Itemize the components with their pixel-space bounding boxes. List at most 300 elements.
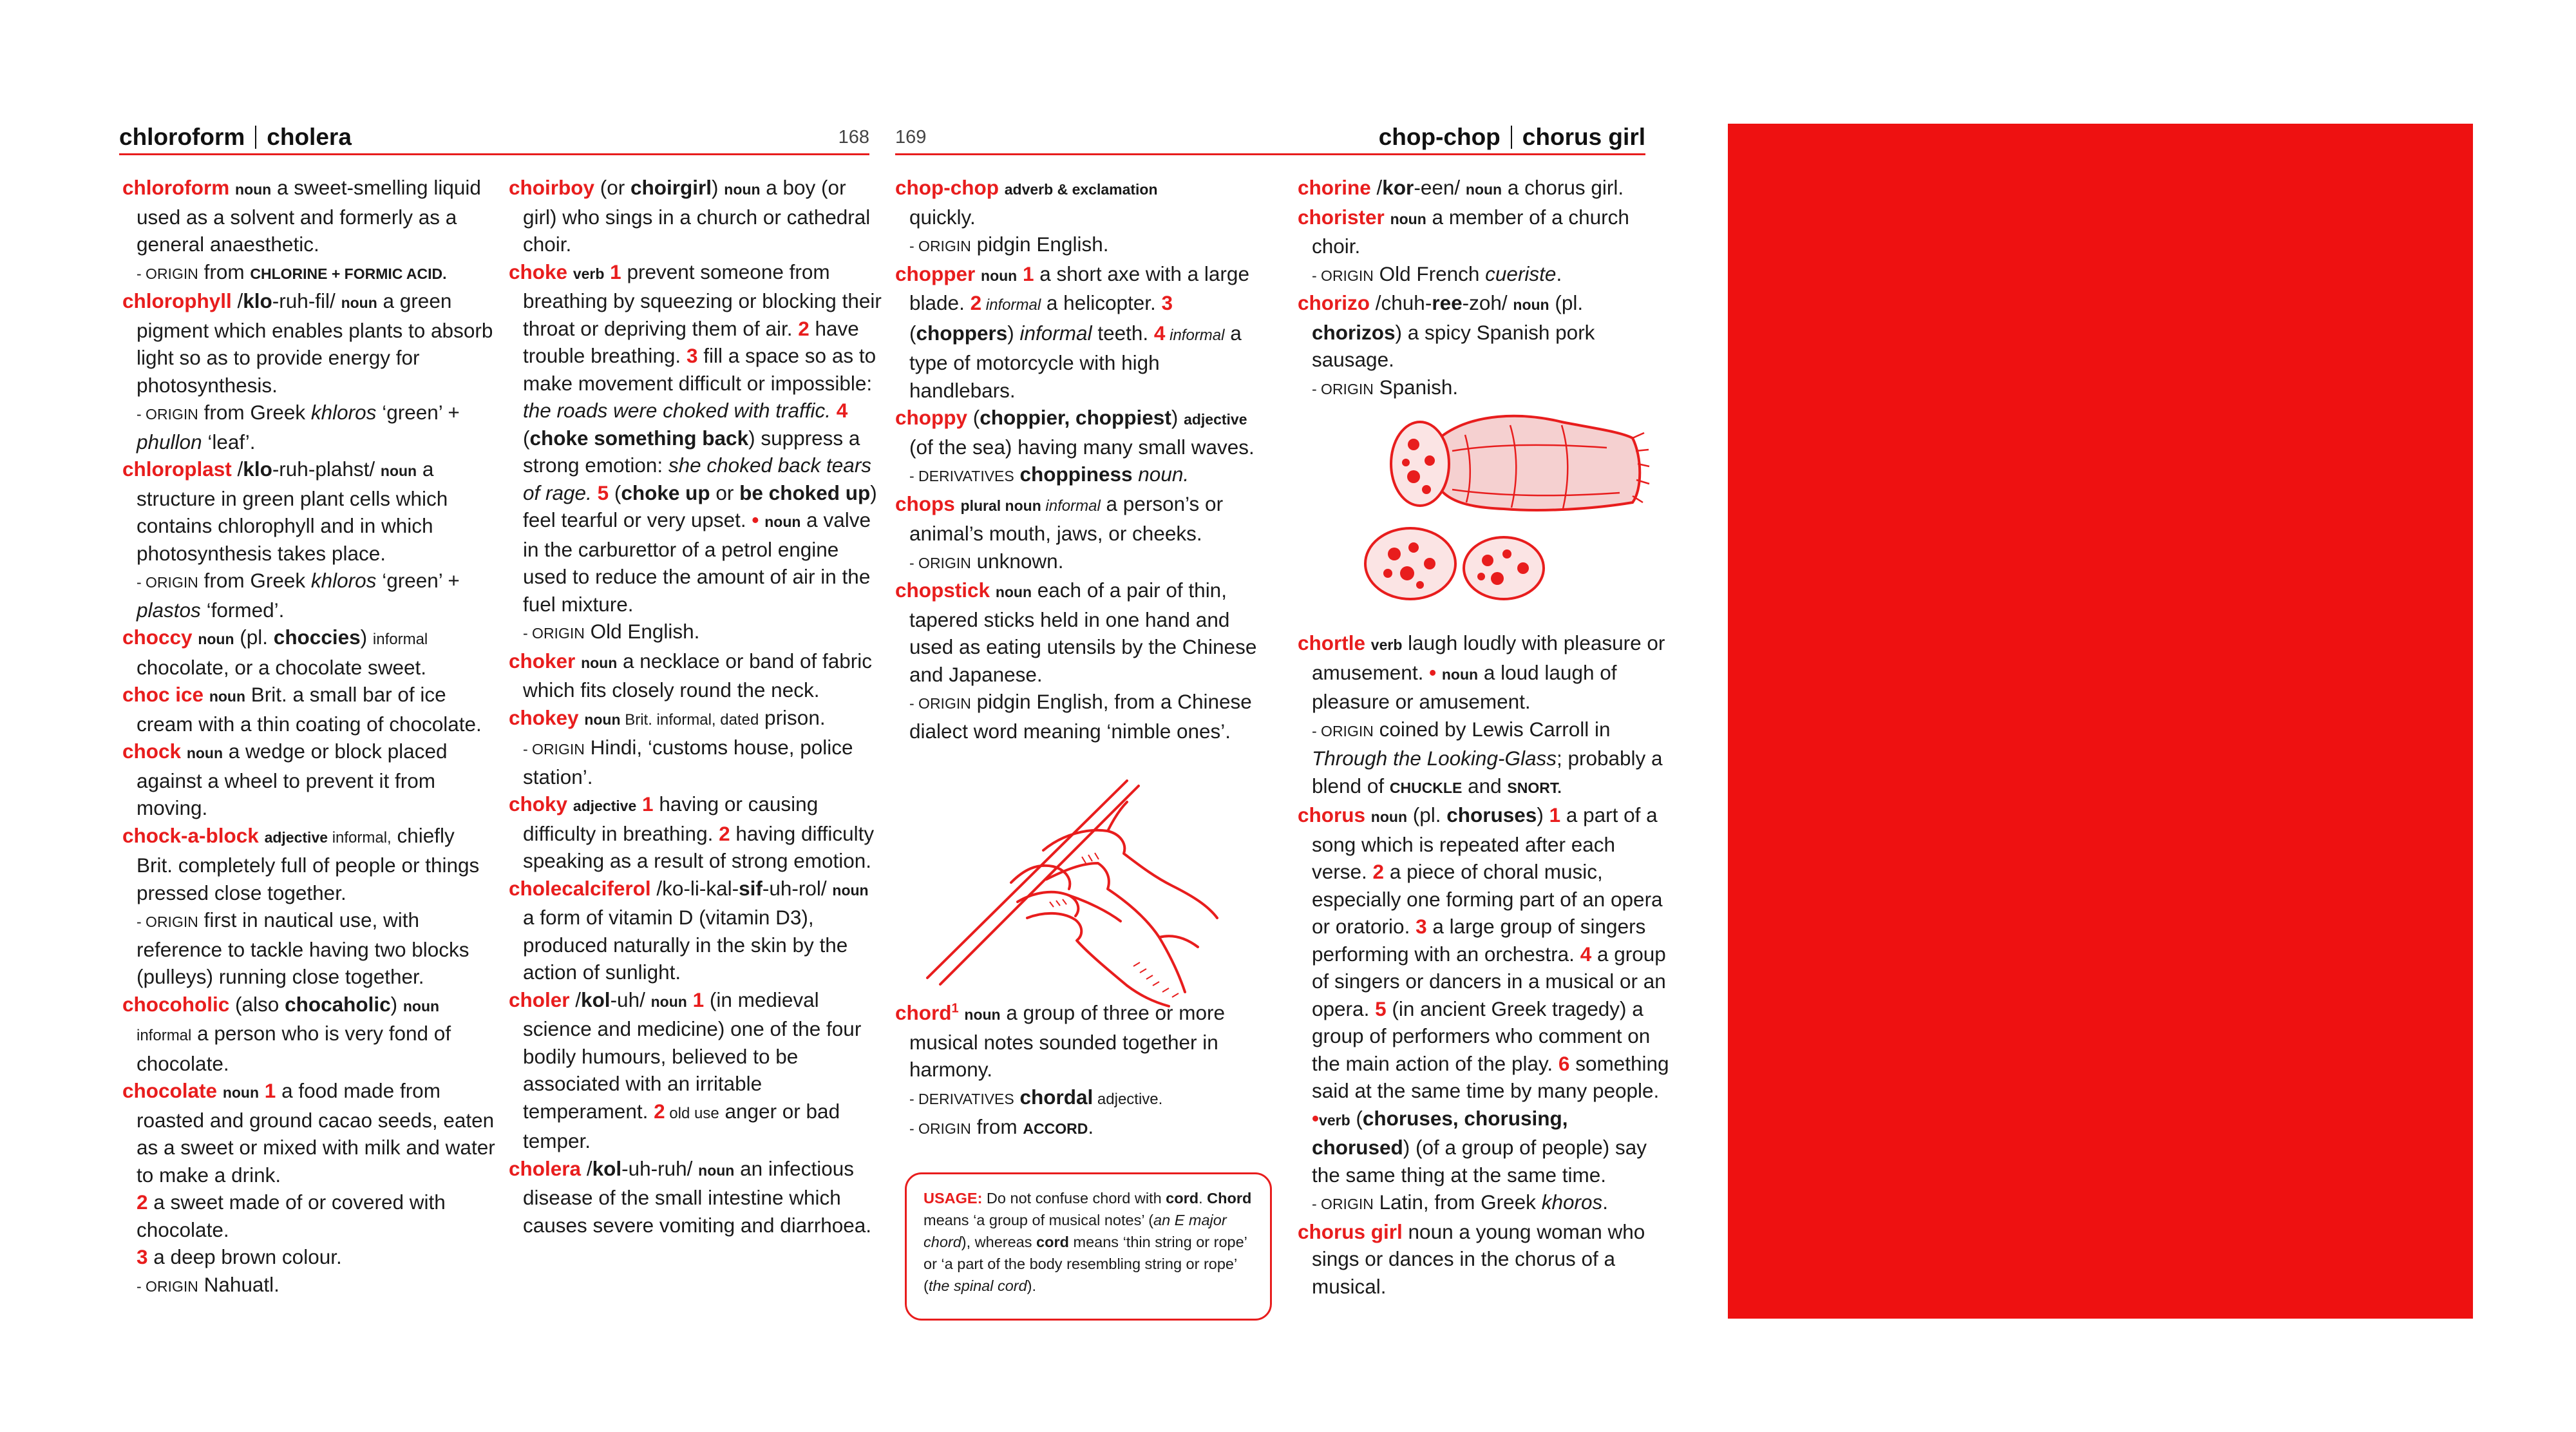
definition: a form of vitamin D (vitamin D3), produced naturally in the skin by the action of sunlight. — [523, 906, 848, 984]
part-of-speech: noun — [1513, 296, 1549, 313]
origin-cross-reference: SNORT. — [1507, 779, 1562, 796]
derivatives-label: - DERIVATIVES — [909, 1090, 1014, 1107]
origin-label: - ORIGIN — [137, 913, 198, 930]
plural-form: choccies — [273, 625, 361, 649]
entry-choky — [509, 790, 882, 875]
pronunciation: /ko-li-kal- — [650, 876, 739, 900]
origin-text: Hindi, ‘customs house, police station’. — [523, 736, 853, 788]
origin-etymon: khoros — [1541, 1190, 1603, 1214]
headword: chorus girl — [1298, 1219, 1403, 1243]
origin-label: - ORIGIN — [523, 741, 585, 758]
entry-text: (also — [229, 992, 285, 1016]
usage-text: ), whereas — [961, 1234, 1037, 1250]
origin-label: - ORIGIN — [1312, 722, 1374, 740]
entry-cholera — [509, 1155, 882, 1239]
sense-number: 2 — [970, 291, 982, 314]
chopsticks-in-hand-icon — [914, 773, 1224, 1011]
usage-label: informal — [1041, 497, 1101, 515]
sense-definition: laugh loudly with pleasure or amusement. — [1312, 631, 1665, 684]
sense-definition: a food made from roasted and ground cacao seeds, eaten as a sweet or mixed with milk and water to make a drink. — [137, 1079, 495, 1187]
sense-definition: ) suppress a strong emotion: — [523, 426, 860, 477]
entry-choppy — [895, 404, 1269, 490]
definition: a member of a church choir. — [1312, 205, 1629, 258]
pronunciation-stress: klo — [243, 457, 272, 481]
usage-label: informal — [137, 1027, 192, 1044]
origin-text: from — [971, 1115, 1023, 1138]
usage-text: ). — [1027, 1277, 1037, 1294]
origin-label: - ORIGIN — [1312, 267, 1374, 284]
entry-cholecalciferol — [509, 875, 882, 986]
sense-number: 1 — [264, 1079, 276, 1102]
part-of-speech: noun — [222, 1084, 260, 1101]
usage-label: USAGE: — [923, 1190, 983, 1207]
usage-example: an E major chord — [923, 1212, 1227, 1250]
running-head-separator — [255, 126, 256, 149]
usage-label: informal — [1165, 326, 1225, 344]
pronunciation-stress: ree — [1432, 291, 1463, 314]
sense-bullet: • — [746, 508, 765, 531]
sense-bullet: • — [1312, 1106, 1320, 1130]
entry-text: (or — [594, 176, 631, 199]
definition: a necklace or band of fabric which fits closely round the neck. — [523, 649, 873, 702]
sense-definition: ) feel tearful or very upset. — [523, 481, 877, 531]
phrase: choke something back — [529, 426, 749, 450]
headword: chloroform — [122, 176, 230, 199]
origin-text: ‘green’ + — [376, 401, 460, 424]
sense-number: 6 — [1558, 1051, 1570, 1075]
sense-definition: ) (of a group of people) say the same thing at the same time. — [1312, 1136, 1647, 1187]
origin-label: - ORIGIN — [909, 554, 971, 571]
headword: chloroplast — [122, 457, 232, 481]
origin-text: from Greek — [198, 569, 311, 592]
sense-definition: fill a space so as to make movement difficult or impossible: — [523, 344, 876, 395]
definition: each of a pair of thin, tapered sticks held in one hand and used as eating utensils by the Chinese and Japanese. — [909, 578, 1257, 686]
headword: chock — [122, 740, 182, 763]
sense-text: ) — [1007, 321, 1020, 345]
usage-label: informal — [981, 296, 1041, 314]
pronunciation: / — [581, 1156, 592, 1180]
origin-label: - ORIGIN — [137, 1277, 198, 1295]
part-of-speech: noun — [235, 181, 272, 198]
definition: a boy (or girl) who sings in a church or cathedral choir. — [523, 176, 871, 256]
origin-label: - ORIGIN — [909, 238, 971, 254]
usage-term: cord — [1166, 1190, 1199, 1207]
definition: an infectious disease of the small intestine which causes severe vomiting and diarrhoea. — [523, 1156, 872, 1237]
origin-etymon: phullon — [137, 430, 202, 453]
sense-number: 2 — [798, 316, 810, 340]
entry-chorus-girl — [1298, 1218, 1671, 1301]
derivative-pos: noun. — [1132, 463, 1189, 486]
definition: a spicy Spanish pork sausage. — [1312, 320, 1595, 371]
origin-cross-reference: CHUCKLE — [1389, 779, 1463, 796]
origin-text: . — [1602, 1190, 1609, 1214]
headword: choke — [509, 260, 568, 283]
origin-cross-reference: CHLORINE + FORMIC ACID. — [250, 265, 447, 282]
sense-definition: a group of singers or dancers in a musical or an opera. — [1312, 942, 1666, 1020]
part-of-speech: noun — [764, 513, 801, 530]
sense-number: 3 — [686, 344, 698, 367]
part-of-speech: adverb & exclamation — [1004, 181, 1158, 198]
origin-label: - ORIGIN — [909, 1120, 971, 1137]
pronunciation-stress: klo — [243, 289, 272, 312]
derivatives-label: - DERIVATIVES — [909, 468, 1014, 484]
entry-chorister — [1298, 204, 1671, 290]
running-head-separator — [1511, 126, 1512, 149]
phrase: choke up — [621, 481, 710, 504]
pronunciation: /chuh- — [1370, 291, 1432, 314]
headword: choc ice — [122, 683, 204, 706]
sense-definition: a deep brown colour. — [147, 1245, 342, 1268]
entry-chlorophyll — [122, 287, 496, 455]
definition: quickly. — [909, 205, 976, 229]
sense-definition: a type of motorcycle with high handlebars. — [909, 321, 1242, 402]
left-page-number: 168 — [838, 127, 869, 148]
pronunciation: -ruh-plahst/ — [272, 457, 381, 481]
entry-text: ) — [1537, 803, 1549, 826]
definition: a structure in green plant cells which contains chlorophyll and in which photosynthesis takes place. — [137, 457, 448, 565]
sense-definition: a piece of choral music, especially one forming part of an opera or oratorio. — [1312, 860, 1663, 938]
sense-definition: have trouble breathing. — [523, 316, 859, 367]
sense-number: 1 — [1023, 262, 1034, 285]
pronunciation-stress: sif — [739, 876, 762, 900]
part-of-speech: noun — [724, 181, 761, 198]
part-of-speech: noun — [995, 584, 1032, 600]
sense-number: 4 — [1580, 942, 1592, 966]
sense-definition: something said at the same time by many people. — [1312, 1051, 1669, 1102]
definition: prison. — [759, 705, 826, 729]
part-of-speech: noun — [964, 1006, 1001, 1023]
origin-text: pidgin English, from a Chinese dialect word meaning ‘nimble ones’. — [909, 690, 1252, 743]
origin-cross-reference: ACCORD — [1023, 1120, 1088, 1137]
pronunciation-stress: kor — [1382, 176, 1414, 199]
sense-number: 2 — [719, 821, 730, 845]
usage-example: the spinal cord — [928, 1277, 1027, 1294]
pronunciation: -uh-rol/ — [762, 876, 833, 900]
entry-chloroplast — [122, 455, 496, 624]
headword: cholecalciferol — [509, 876, 651, 900]
origin-text: from — [198, 260, 251, 283]
phrase: be choked up — [739, 481, 871, 504]
running-head-last-word: cholera — [267, 124, 352, 150]
sense-number: 2 — [654, 1099, 665, 1123]
part-of-speech: noun — [832, 881, 869, 899]
sense-definition: a sweet made of or covered with chocolate. — [137, 1190, 446, 1241]
origin-etymon: plastos — [137, 598, 201, 622]
sense-number: 5 — [597, 481, 609, 504]
sense-number: 1 — [1549, 803, 1561, 826]
origin-text: Latin, from Greek — [1373, 1190, 1542, 1214]
left-running-header — [119, 121, 869, 155]
part-of-speech: noun — [380, 463, 417, 479]
origin-etymon: cueriste — [1485, 262, 1557, 285]
definition: a person’s or animal’s mouth, jaws, or cheeks. — [909, 492, 1224, 545]
entry-choler — [509, 986, 882, 1155]
example-sentence: she choked back tears of rage. — [523, 453, 872, 504]
sense-text: ( — [609, 481, 621, 504]
running-head-last-word: chorus girl — [1522, 124, 1645, 150]
sense-definition: prevent someone from breathing by squeezing or blocking their throat or depriving them of air. — [523, 260, 882, 340]
entry-chloroform — [122, 174, 496, 287]
part-of-speech: adjective — [264, 828, 328, 846]
pronunciation-stress: kol — [592, 1156, 622, 1180]
sense-definition: a part of a song which is repeated after each verse. — [1312, 803, 1658, 883]
origin-text: Old French — [1373, 262, 1486, 285]
entry-text: ) — [360, 625, 373, 649]
origin-label: - ORIGIN — [1312, 1196, 1374, 1212]
usage-label: Brit. informal, dated — [620, 711, 759, 729]
headword: chortle — [1298, 631, 1366, 654]
right-running-head — [1379, 121, 1645, 153]
definition: a sweet-smelling liquid used as a solvent and formerly as a general anaesthetic. — [137, 176, 481, 256]
pronunciation: -uh/ — [610, 988, 651, 1011]
inflected-forms: choppier, choppiest — [980, 406, 1171, 429]
entry-choirboy — [509, 174, 882, 258]
sense-text: ( — [909, 321, 916, 345]
headword: chorus — [1298, 803, 1366, 826]
part-of-speech: noun — [402, 997, 440, 1015]
right-running-header — [895, 121, 1645, 155]
sense-number: 3 — [1161, 291, 1173, 314]
part-of-speech: noun — [1370, 808, 1407, 825]
origin-text: . — [1556, 262, 1562, 285]
entry-chorizo — [1298, 289, 1671, 403]
headword: chocolate — [122, 1079, 218, 1102]
definition: a person who is very fond of chocolate. — [137, 1022, 451, 1075]
headword: choirboy — [509, 176, 595, 199]
entry-text: ( — [967, 406, 980, 429]
sense-definition: a short axe with a large blade. — [909, 262, 1249, 314]
derivative: chordal — [1014, 1085, 1094, 1109]
entry-chocolate — [122, 1077, 496, 1300]
left-running-head — [119, 121, 352, 153]
plural-form: chorizos — [1312, 320, 1396, 344]
origin-text: ; probably a blend of — [1312, 747, 1663, 797]
usage-text: means ‘a group of musical notes’ ( — [923, 1212, 1154, 1228]
entry-chopstick — [895, 577, 1269, 745]
pronunciation: -uh-ruh/ — [621, 1156, 699, 1180]
sense-definition: having or causing difficulty in breathing. — [523, 792, 819, 845]
usage-label: informal, — [328, 828, 392, 846]
part-of-speech: noun — [186, 745, 223, 761]
headword: chocoholic — [122, 992, 230, 1016]
sense-number: 3 — [137, 1245, 148, 1268]
sense-number: 2 — [137, 1190, 148, 1214]
headword: chord — [895, 1001, 952, 1024]
origin-text: from Greek — [198, 401, 311, 424]
part-of-speech: noun — [341, 294, 377, 311]
pronunciation: / — [231, 289, 243, 312]
entry-chorine — [1298, 174, 1671, 204]
usage-term: cord — [1036, 1234, 1069, 1250]
origin-label: - ORIGIN — [909, 695, 971, 712]
phrase: choppers — [916, 321, 1008, 345]
headword: choppy — [895, 406, 968, 429]
definition: chiefly Brit. completely full of people or things pressed close together. — [137, 823, 480, 904]
pronunciation: -zoh/ — [1462, 291, 1513, 314]
headword: chop-chop — [895, 176, 999, 199]
right-page-number: 169 — [895, 127, 927, 148]
headword: choccy — [122, 625, 193, 649]
entry-chocoholic — [122, 991, 496, 1078]
part-of-speech: noun — [1390, 210, 1426, 227]
part-of-speech: verb — [1370, 636, 1403, 653]
plural-form: choruses — [1446, 803, 1537, 826]
pronunciation: / — [1370, 176, 1383, 199]
usage-label: old use — [665, 1104, 719, 1122]
origin-label: - ORIGIN — [137, 265, 198, 282]
part-of-speech: noun — [198, 631, 234, 647]
origin-text: ‘leaf’. — [202, 430, 256, 453]
sense-definition: a loud laugh of pleasure or amusement. — [1312, 660, 1617, 713]
definition: Brit. a small bar of ice cream with a thin coating of chocolate. — [137, 683, 482, 736]
part-of-speech: noun — [650, 993, 687, 1010]
usage-note-box — [905, 1172, 1272, 1321]
definition: chocolate, or a chocolate sweet. — [137, 655, 427, 679]
entry-text: ) — [390, 992, 403, 1016]
origin-text: ‘formed’. — [200, 598, 285, 622]
origin-text: first in nautical use, with reference to tackle having two blocks (pulleys) running close together. — [137, 908, 469, 988]
origin-text: ‘green’ + — [376, 569, 460, 592]
chopsticks-illustration — [914, 773, 1224, 1011]
part-of-speech: verb — [573, 265, 605, 282]
chorizo-illustration — [1349, 399, 1652, 612]
headword: chock-a-block — [122, 823, 259, 847]
part-of-speech: noun — [1465, 181, 1502, 198]
entry-chokey — [509, 704, 882, 791]
origin-label: - ORIGIN — [137, 574, 198, 591]
sense-number: 4 — [1153, 321, 1166, 345]
sense-definition: (in medieval science and medicine) one of the four bodily humours, believed to be associated with an irritable temperament. — [523, 988, 862, 1123]
usage-text: means ‘thin string or rope’ or ‘a part of the body resembling string or rope’ ( — [923, 1234, 1247, 1294]
entry-text: ) — [712, 176, 724, 199]
origin-text: and — [1462, 774, 1508, 797]
pronunciation: -een/ — [1414, 176, 1466, 199]
definition: a chorus girl. — [1502, 176, 1624, 199]
entry-text: (pl. — [1407, 803, 1447, 826]
headword: chorister — [1298, 205, 1385, 229]
origin-etymon: khloros — [310, 569, 377, 592]
origin-label: - ORIGIN — [1312, 380, 1374, 397]
sense-text: or — [710, 481, 740, 504]
origin-label: - ORIGIN — [137, 406, 198, 423]
part-of-speech: noun — [981, 267, 1018, 284]
sense-definition: teeth. — [1092, 321, 1149, 345]
variant-form: choirgirl — [630, 176, 712, 199]
definition: (of the sea) having many small waves. — [909, 435, 1255, 459]
part-of-speech: noun — [209, 688, 246, 705]
pronunciation: -ruh-fil/ — [272, 289, 341, 312]
sense-definition: (in ancient Greek tragedy) a group of performers who comment on the main action of the play. — [1312, 997, 1651, 1075]
part-of-speech: noun — [581, 654, 618, 671]
entry-chock — [122, 738, 496, 822]
usage-label: informal — [1019, 321, 1092, 345]
entry-text: ) — [1395, 320, 1403, 344]
entry-chorus — [1298, 801, 1671, 1218]
definition: noun a young woman who sings or dances in the chorus of a musical. — [1312, 1219, 1645, 1298]
variant-form: chocaholic — [285, 992, 391, 1016]
sense-number: 1 — [610, 260, 621, 283]
entry-chop-chop — [895, 174, 1269, 260]
part-of-speech: noun — [698, 1161, 735, 1179]
headword: chopper — [895, 262, 976, 285]
derivative-pos: adjective. — [1093, 1090, 1163, 1108]
dictionary-column-2 — [509, 174, 882, 1239]
headword: choler — [509, 988, 570, 1011]
origin-text: pidgin English. — [971, 233, 1109, 256]
sense-definition: anger or bad temper. — [523, 1099, 840, 1152]
headword: cholera — [509, 1156, 582, 1180]
headword: choker — [509, 649, 576, 673]
headword: chopstick — [895, 578, 990, 602]
entry-chock-a-block — [122, 822, 496, 991]
pronunciation: / — [569, 988, 582, 1011]
running-head-first-word: chloroform — [119, 124, 245, 150]
sense-number: 5 — [1375, 997, 1387, 1020]
definition: a wedge or block placed against a wheel to prevent it from moving. — [137, 740, 448, 819]
headword: chlorophyll — [122, 289, 232, 312]
sense-number: 1 — [692, 988, 705, 1011]
usage-text: Do not confuse chord with — [982, 1190, 1166, 1207]
inflected-forms: choruses, chorusing, chorused — [1312, 1106, 1568, 1159]
part-of-speech: adjective — [573, 797, 637, 814]
part-of-speech: adjective — [1184, 411, 1247, 428]
entry-choker — [509, 647, 882, 704]
homograph-number: 1 — [951, 1001, 959, 1016]
headword: chorine — [1298, 176, 1371, 199]
sense-number: 2 — [1372, 860, 1385, 883]
sense-definition: a large group of singers performing with an orchestra. — [1312, 915, 1646, 966]
sense-definition: having difficulty speaking as a result of strong emotion. — [523, 821, 875, 872]
usage-label: informal — [372, 631, 428, 648]
origin-text: Spanish. — [1373, 375, 1459, 399]
part-of-speech: noun — [584, 711, 621, 728]
part-of-speech: noun — [1441, 665, 1479, 683]
entry-chops — [895, 490, 1269, 577]
origin-text: . — [1088, 1115, 1094, 1138]
sense-number: 1 — [642, 792, 654, 816]
entry-choke — [509, 258, 882, 647]
chorizo-sausage-icon — [1349, 399, 1652, 612]
pronunciation-stress: kol — [581, 988, 611, 1011]
headword: choky — [509, 792, 568, 816]
origin-text: Old English. — [584, 620, 700, 643]
entry-chortle — [1298, 629, 1671, 801]
entry-text: (pl. — [1549, 291, 1584, 314]
entry-chord — [895, 999, 1269, 1143]
dictionary-column-1 — [122, 174, 496, 1300]
dictionary-column-4 — [1298, 174, 1671, 1300]
sense-text: ( — [523, 426, 530, 450]
sense-bullet: • — [1423, 660, 1442, 684]
entry-choc-ice — [122, 681, 496, 738]
example-sentence: the roads were choked with traffic. — [523, 399, 831, 422]
sense-text: ( — [1350, 1106, 1363, 1130]
entry-text: ) — [1171, 406, 1184, 429]
pronunciation: / — [231, 457, 243, 481]
sense-definition: a valve in the carburettor of a petrol engine used to reduce the amount of air in the fuel mixture. — [523, 508, 871, 616]
sense-number: 4 — [836, 399, 848, 422]
usage-term: Chord — [1207, 1190, 1252, 1207]
derivative: choppiness — [1014, 463, 1133, 486]
origin-text: unknown. — [971, 549, 1064, 573]
sense-definition: a helicopter. — [1041, 291, 1156, 314]
origin-title: Through the Looking-Glass — [1312, 747, 1557, 770]
origin-text: Nahuatl. — [198, 1272, 279, 1296]
part-of-speech: plural noun — [960, 497, 1041, 514]
origin-label: - ORIGIN — [523, 625, 585, 642]
definition: a green pigment which enables plants to absorb light so as to provide energy for photosynthesis. — [137, 289, 493, 397]
headword: chorizo — [1298, 291, 1370, 314]
